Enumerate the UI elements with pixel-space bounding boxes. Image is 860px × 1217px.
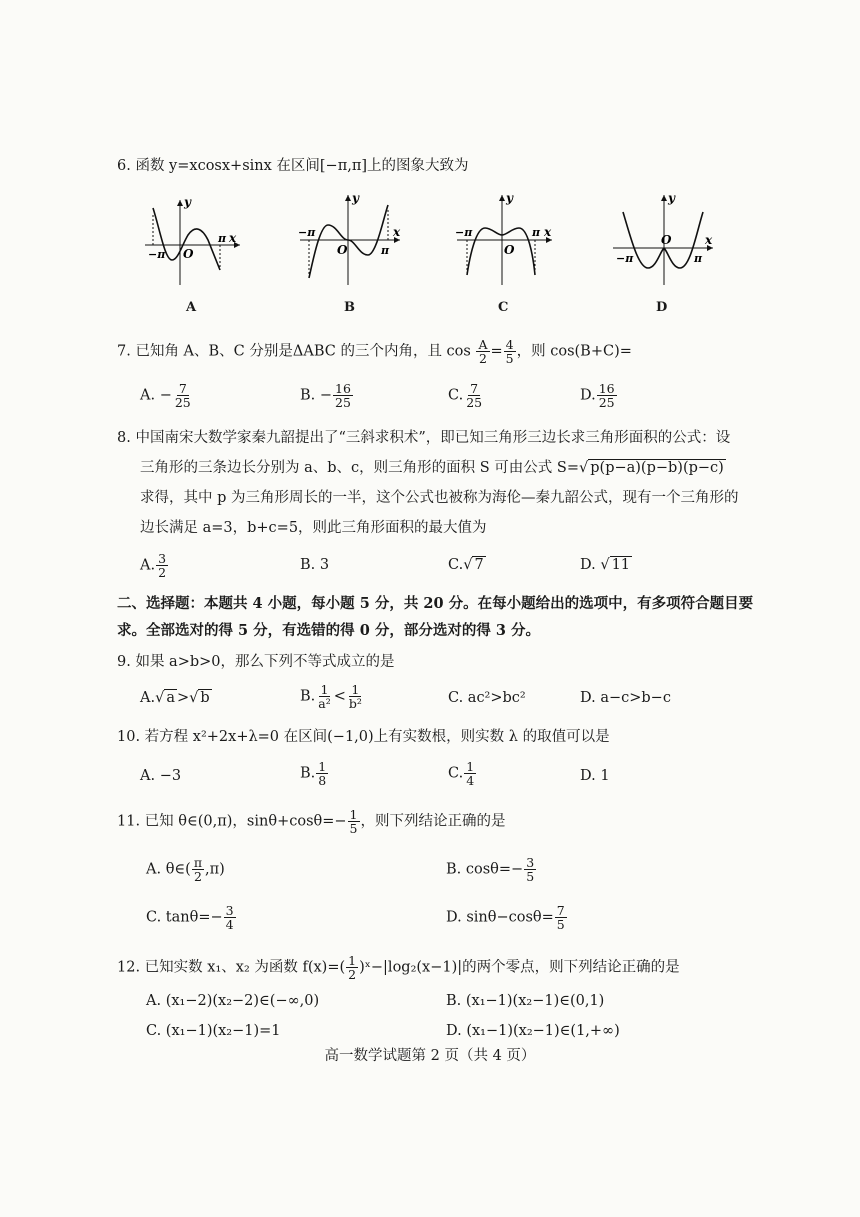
q9-option-d: D. a−c>b−c: [580, 690, 671, 706]
pre: B. cosθ=−: [446, 861, 524, 878]
num: 3: [526, 855, 535, 870]
den: 25: [598, 395, 615, 410]
q12-option-a: A. (x₁−2)(x₂−2)∈(−∞,0): [146, 993, 320, 1009]
num: 1: [349, 807, 358, 822]
eq: =: [490, 343, 503, 360]
q8-line4: 边长满足 a=3，b+c=5，则此三角形面积的最大值为: [140, 520, 487, 536]
y-label: y: [352, 191, 359, 205]
num: 3: [158, 551, 167, 566]
q8-option-c: C.√ 7: [448, 557, 484, 573]
sqrt: b: [200, 690, 210, 706]
num: 7: [470, 381, 479, 396]
num: 16: [598, 381, 615, 396]
den: 5: [505, 351, 514, 366]
op: >: [177, 690, 190, 706]
x-label: x: [544, 225, 552, 239]
num: 7: [556, 903, 565, 918]
num: A: [478, 337, 488, 352]
num: 4: [505, 337, 514, 352]
neg-pi-label: −π: [616, 252, 634, 265]
graph-a-label: A: [186, 300, 197, 315]
q12-option-c: C. (x₁−1)(x₂−1)=1: [146, 1023, 281, 1039]
den: 2: [193, 869, 202, 884]
sqrt: 7: [474, 557, 484, 573]
graph-b-label: B: [344, 300, 355, 315]
post: ,π): [205, 861, 225, 878]
den: 2: [158, 565, 167, 580]
q10-stem: 10. 若方程 x²+2x+λ=0 在区间(−1,0)上有实数根，则实数 λ 的取值可以是: [117, 729, 610, 745]
q7-option-d: [580, 382, 618, 409]
q11-stem: [117, 808, 506, 835]
q11-option-c: [146, 904, 237, 931]
q8-line2: 三角形的三条边长分别为 a、b、c，则三角形的面积 S 可由公式 S=√ p(p−a)(p−b)(p−c): [140, 460, 724, 476]
den: 5: [556, 917, 565, 932]
label: D.: [580, 387, 596, 404]
graph-c-label: C: [498, 300, 509, 315]
label: C.: [448, 557, 464, 573]
x-label: x: [705, 233, 713, 247]
label: A.: [140, 690, 156, 706]
origin-label: O: [337, 243, 348, 257]
num: 1: [348, 953, 357, 968]
pi-label: π: [381, 244, 390, 257]
neg-pi-label: −π: [148, 248, 166, 261]
num: 7: [178, 381, 187, 396]
q9-stem: 9. 如果 a>b>0，那么下列不等式成立的是: [117, 654, 395, 670]
q6-stem: 6. 函数 y=xcosx+sinx 在区间[−π,π]上的图象大致为: [117, 158, 469, 174]
q7-stem-post: ，则 cos(B+C)=: [516, 343, 632, 360]
graph-a: [140, 190, 250, 290]
q7-stem-pre: 7. 已知角 A、B、C 分别是ΔABC 的三个内角，且 cos: [117, 343, 476, 360]
q9-option-c: C. ac²>bc²: [448, 690, 526, 706]
num: 16: [335, 381, 351, 396]
q11-option-a: [146, 856, 225, 883]
q9-option-b: [300, 683, 365, 710]
graph-d-label: D: [656, 300, 668, 315]
pre: 三角形的三条边长分别为 a、b、c，则三角形的面积 S 可由公式 S=: [140, 460, 579, 476]
den: 25: [174, 395, 191, 410]
q10-option-a: A. −3: [140, 768, 182, 784]
den: 8: [318, 773, 327, 788]
pi-label: π: [218, 232, 227, 245]
y-label: y: [184, 195, 191, 209]
den: 5: [349, 821, 358, 836]
neg-pi-label: −π: [455, 226, 473, 239]
sqrt: p(p−a)(p−b)(p−c): [590, 460, 724, 476]
pre: 11. 已知 θ∈(0,π)，sinθ+cosθ=−: [117, 813, 347, 830]
pi-label: π: [532, 226, 541, 239]
den: b²: [348, 696, 362, 711]
q10-option-d: D. 1: [580, 768, 610, 784]
q8-option-d: D. √ 11: [580, 557, 631, 573]
op: <: [333, 688, 346, 705]
pre: D. sinθ−cosθ=: [446, 909, 554, 926]
den: 25: [466, 395, 483, 410]
q12-option-d: D. (x₁−1)(x₂−1)∈(1,+∞): [446, 1023, 620, 1039]
den: 4: [466, 773, 475, 788]
den: 4: [225, 917, 234, 932]
post: ，则下列结论正确的是: [360, 813, 506, 830]
den: 5: [526, 869, 535, 884]
section-2-heading: 二、选择题：本题共 4 小题，每小题 5 分，共 20 分。在每小题给出的选项中，有多项符合题目要求。全部选对的得 5 分，有选错的得 0 分，部分选对的得 3 分。: [117, 595, 754, 639]
q10-option-b: [300, 760, 329, 787]
den: 2: [348, 967, 357, 982]
q9-option-a: A.√ a >√ b: [140, 690, 210, 706]
den: 2: [479, 351, 487, 366]
q7-option-c: [448, 382, 485, 409]
sqrt: 11: [611, 557, 631, 573]
q11-option-d: [446, 904, 568, 931]
num: 3: [225, 903, 234, 918]
q8-line1: 8. 中国南宋大数学家秦九韶提出了“三斜求积术”，即已知三角形三边长求三角形面积的公式：设: [117, 430, 731, 446]
q10-option-c: [448, 760, 477, 787]
label: B.: [300, 688, 316, 705]
y-label: y: [506, 191, 513, 205]
q7-option-a: [140, 382, 194, 409]
label: B. −: [300, 387, 333, 404]
num: 1: [318, 759, 327, 774]
q7-stem: [117, 338, 632, 365]
label: D.: [580, 557, 596, 573]
q8-option-b: B. 3: [300, 557, 330, 573]
label: B.: [300, 765, 316, 782]
q11-option-b: [446, 856, 537, 883]
origin-label: O: [504, 243, 515, 257]
pre: 12. 已知实数 x₁、x₂ 为函数 f(x)=(: [117, 959, 346, 976]
q7-frac-45: [504, 338, 516, 365]
pi-label: π: [694, 252, 703, 265]
label: A. −: [140, 387, 172, 404]
pre: A. θ∈(: [146, 861, 191, 878]
post: )ˣ−|log₂(x−1)|的两个零点，则下列结论正确的是: [359, 959, 680, 976]
label: C.: [448, 387, 464, 404]
origin-label: O: [661, 233, 672, 247]
q12-option-b: B. (x₁−1)(x₂−1)∈(0,1): [446, 993, 605, 1009]
num: π: [193, 855, 203, 870]
q8-option-a: [140, 552, 169, 579]
page-footer: 高一数学试题第 2 页（共 4 页）: [324, 1048, 536, 1064]
origin-label: O: [183, 247, 194, 261]
label: C.: [448, 765, 464, 782]
num: 1: [320, 682, 329, 697]
den: a²: [318, 696, 331, 711]
num: 1: [351, 682, 360, 697]
q8-line3: 求得，其中 p 为三角形周长的一半，这个公式也被称为海伦—秦九韶公式，现有一个三角形的: [140, 490, 739, 506]
y-label: y: [668, 191, 675, 205]
label: A.: [140, 557, 156, 574]
q7-frac-a2: [476, 338, 489, 365]
x-label: x: [393, 225, 401, 239]
pre: C. tanθ=−: [146, 909, 223, 926]
den: 25: [335, 395, 351, 410]
q7-option-b: [300, 382, 354, 409]
graph-b: [295, 190, 405, 290]
sqrt: a: [166, 690, 175, 706]
neg-pi-label: −π: [298, 226, 316, 239]
graph-c: [452, 190, 562, 290]
graph-d: [608, 190, 718, 290]
q12-stem: [117, 954, 680, 981]
num: 1: [466, 759, 475, 774]
x-label: x: [229, 231, 237, 245]
